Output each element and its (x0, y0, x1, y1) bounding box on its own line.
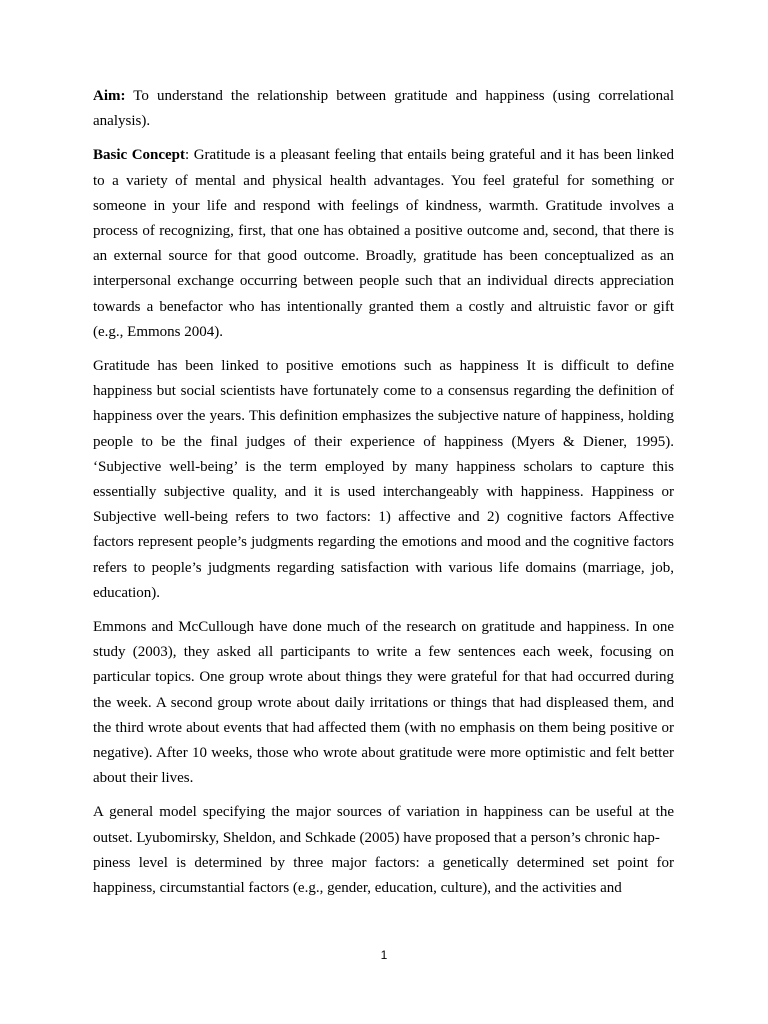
model-paragraph-part-b: piness level is determined by three major factors: a genetically determined set point for happiness, circumstantial factors (e.g., gender, education, culture), and the activities and (93, 854, 674, 897)
happiness-paragraph: Gratitude has been linked to positive emotions such as happiness It is difficult to define happiness but social scientists have fortunately come to a consensus regarding the definition of happiness over the years. This definition emphasizes the subjective nature of happiness, holding people to be the final judges of their experience of happiness (Myers & Diener, 1995). ‘Subjective well-being’ is the term employed by many happiness scholars to capture this essentially subjective quality, and it is used interchangeably with happiness. Happiness or Subjective well-being refers to two factors: 1) affective and 2) cognitive factors Affective factors represent people’s judgments regarding the emotions and mood and the cognitive factors refers to people’s judgments regarding satisfaction with various life domains (marriage, job, education). (93, 358, 674, 601)
aim-text: To understand the relationship between gratitude and happiness (using correlational analysis). (93, 88, 674, 130)
basic-concept-text: : Gratitude is a pleasant feeling that entails being grateful and it has been linked to a variety of mental and physical health advantages. You feel grateful for something or someone in your life and respond with feelings of kindness, warmth. Gratitude involves a process of recognizing, first, that one has obtained a positive outcome and, second, that there is an external source for that good outcome. Broadly, gratitude has been conceptualized as an interpersonal exchange occurring between people such that an individual directs appreciation towards a benefactor who has intentionally granted them a costly and altruistic favor or gift (e.g., Emmons 2004). (93, 147, 674, 340)
model-paragraph (93, 800, 674, 901)
page-number: 1 (380, 948, 388, 962)
basic-concept-paragraph (93, 143, 674, 345)
model-paragraph-part-a: A general model specifying the major sources of variation in happiness can be useful at the outset. Lyubomirsky, Sheldon, and Schkade (2005) have proposed that a person’s chronic hap- (93, 804, 674, 846)
emmons-paragraph: Emmons and McCullough have done much of the research on gratitude and happiness. In one study (2003), they asked all participants to write a few sentences each week, focusing on particular topics. One group wrote about things they were grateful for that had occurred during the week. A second group wrote about daily irritations or things that had displeased them, and the third wrote about events that had affected them (with no emphasis on them being positive or negative). After 10 weeks, those who wrote about gratitude were more optimistic and felt better about their lives. (93, 619, 674, 787)
aim-paragraph (93, 84, 674, 134)
basic-concept-label: Basic Concept (93, 147, 186, 164)
aim-label: Aim: (93, 88, 126, 104)
document-body (93, 84, 674, 910)
